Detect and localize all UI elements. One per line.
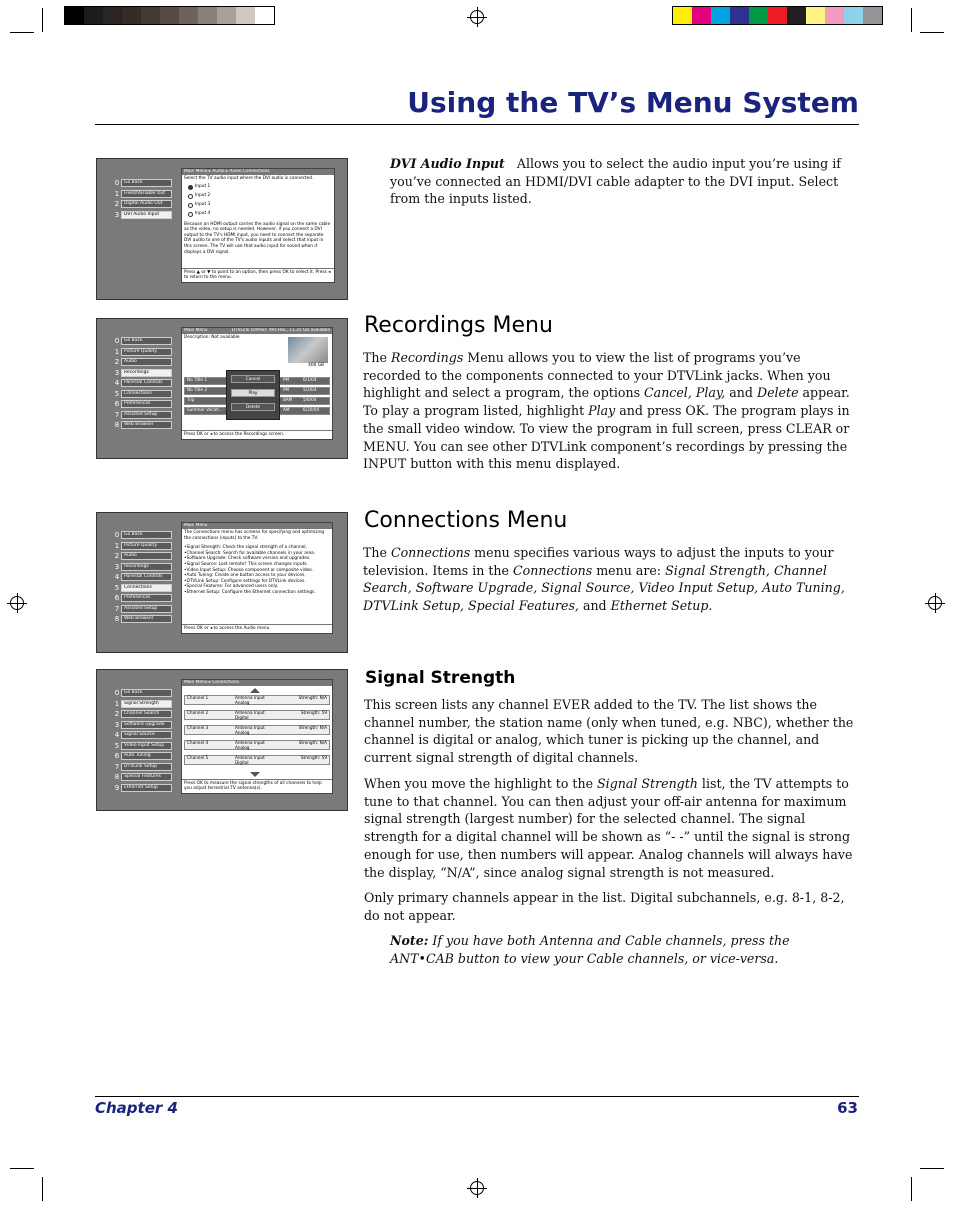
menu-item-number: 8	[114, 421, 120, 430]
menu-item-number: 5	[114, 741, 120, 750]
menu-item[interactable]	[113, 357, 172, 368]
menu-item-number: 7	[114, 604, 120, 613]
menu-item-number: 6	[114, 752, 120, 761]
list-item: •Signal Source: Lost remote? This screen changes inputs.	[184, 561, 308, 567]
menu-item-number: 1	[114, 699, 120, 708]
process-color-bar	[672, 6, 883, 25]
recording-time: AM	[283, 407, 290, 412]
menu-item-label: Parental Controls	[121, 379, 172, 387]
menu-item-label: Digital Audio Out	[121, 200, 172, 208]
recording-time: PM	[283, 377, 290, 382]
screen-menu	[113, 688, 172, 793]
channel-strength: Strength: N/A	[298, 695, 327, 700]
screen-menu	[113, 530, 172, 625]
chapter-label: Chapter 4	[95, 1099, 178, 1117]
menu-item[interactable]	[113, 399, 172, 410]
menu-item[interactable]	[113, 336, 172, 347]
menu-item-number: 1	[114, 347, 120, 356]
screen-options	[184, 182, 332, 222]
menu-item[interactable]	[113, 783, 172, 794]
radio-icon	[188, 203, 193, 208]
menu-item[interactable]	[113, 614, 172, 625]
channel-strength: Strength: N/A	[298, 725, 327, 730]
menu-item-label: Go Back	[121, 531, 172, 539]
radio-icon	[188, 212, 193, 217]
screen-breadcrumb: Main Menu ▸ Audio ▸ Audio Connections	[182, 169, 334, 175]
channel-strength: Strength: 59	[300, 755, 327, 760]
screenshot-audio-connections	[96, 158, 348, 300]
menu-item-number: 5	[114, 583, 120, 592]
menu-item-label: Recordings	[121, 369, 172, 377]
menu-item[interactable]	[113, 368, 172, 379]
registration-mark-icon	[470, 1181, 484, 1195]
menu-item-label: DVI Audio Input	[121, 211, 172, 219]
recording-name: Trip	[187, 397, 195, 402]
screen-help: Press OK to measure the signal strengths of all channels to help you adjust terrestrial TV antenna(s).	[182, 779, 332, 793]
signal-strength-heading: Signal Strength	[365, 668, 516, 688]
color-swatch	[198, 7, 217, 24]
menu-item-label: Assisted Setup	[121, 411, 172, 419]
screen-breadcrumb: Main Menu ▸ Connections	[182, 680, 332, 686]
recording-date: 6/20/04	[303, 407, 320, 412]
menu-item[interactable]	[113, 389, 172, 400]
color-swatch	[711, 7, 730, 24]
registration-mark-icon	[470, 10, 484, 24]
menu-item-label: Audio	[121, 358, 172, 366]
list-item: •Auto Tuning: Create one button access to your devices.	[184, 573, 306, 579]
menu-item[interactable]	[113, 604, 172, 615]
menu-item[interactable]	[113, 541, 172, 552]
menu-item[interactable]	[113, 420, 172, 431]
channel-type: Analog	[235, 729, 250, 735]
menu-item[interactable]	[113, 741, 172, 752]
menu-item-label: Picture Quality	[121, 348, 172, 356]
radio-label: Input 2	[195, 193, 211, 199]
screen-panel	[181, 168, 335, 283]
channel-source: Antenna Input	[235, 740, 265, 745]
recording-time: PM	[283, 387, 290, 392]
menu-item-number: 2	[114, 710, 120, 719]
screen-panel	[181, 679, 333, 794]
screen-description: Description: Not available	[184, 335, 240, 340]
channel-type: Digital	[235, 714, 249, 720]
menu-item-number: 9	[114, 783, 120, 792]
list-item: •Software Upgrade: Check software version and upgrades.	[184, 556, 311, 562]
crop-mark	[920, 1168, 944, 1169]
menu-item-number: 6	[114, 400, 120, 409]
menu-item-label: Fixed/Variable Out	[121, 190, 172, 198]
menu-item-label: Parental Controls	[121, 573, 172, 581]
menu-item-number: 8	[114, 615, 120, 624]
crop-mark	[42, 8, 43, 32]
menu-item[interactable]	[113, 688, 172, 699]
signal-paragraph-1: This screen lists any channel EVER added to the TV. The list shows the channel number, the station name (only when tuned, e.g. NBC), whether the channel is digital or analog, which tuner is picking up the channel, and current signal strength of digital channels.	[364, 697, 854, 766]
registration-mark-icon	[928, 596, 942, 610]
options-popup	[226, 370, 280, 420]
channel-number: Channel 1	[187, 695, 209, 700]
radio-option[interactable]	[188, 201, 332, 210]
menu-item-number: 7	[114, 410, 120, 419]
menu-item-label: Picture Quality	[121, 542, 172, 550]
recording-name: No Title 2	[187, 387, 207, 392]
menu-item-label: Auto Tuning	[121, 752, 172, 760]
menu-item-label: Software Upgrade	[121, 721, 172, 729]
recording-time: 8AM	[283, 397, 293, 402]
channel-number: Channel 3	[187, 725, 209, 730]
table-row[interactable]	[184, 725, 330, 735]
menu-item[interactable]	[113, 583, 172, 594]
menu-item-number: 6	[114, 594, 120, 603]
menu-item[interactable]	[113, 593, 172, 604]
connections-items	[184, 545, 330, 595]
menu-item[interactable]	[113, 530, 172, 541]
menu-item-number: 0	[114, 531, 120, 540]
menu-item[interactable]	[113, 699, 172, 710]
menu-item-number: 4	[114, 379, 120, 388]
menu-item-label: Special Features	[121, 773, 172, 781]
color-swatch	[103, 7, 122, 24]
video-window	[288, 337, 328, 363]
menu-item-label: Signal Strength	[121, 700, 172, 708]
color-swatch	[730, 7, 749, 24]
menu-item[interactable]	[113, 751, 172, 762]
scroll-down-icon[interactable]	[250, 772, 260, 777]
table-row[interactable]	[184, 740, 330, 750]
screen-capacity: 400 GB	[308, 363, 324, 368]
list-item: •Ethernet Setup: Configure the Ethernet connection settings.	[184, 589, 316, 595]
menu-item-number: 1	[114, 189, 120, 198]
note-text: If you have both Antenna and Cable channels, press the ANT•CAB button to view your Cable channels, or vice-versa.	[390, 933, 790, 966]
menu-item-number: 5	[114, 389, 120, 398]
color-swatch	[160, 7, 179, 24]
recording-date: 5/2/04	[303, 387, 317, 392]
menu-item[interactable]	[113, 189, 172, 200]
crop-mark	[911, 8, 912, 32]
menu-item[interactable]	[113, 178, 172, 189]
menu-item[interactable]	[113, 709, 172, 720]
screen-help: Press OK or ◂ to access the Recordings screen.	[182, 430, 332, 439]
color-swatch	[806, 7, 825, 24]
color-swatch	[673, 7, 692, 24]
list-item: •DTVLink Setup: Configure settings for DTVLink devices.	[184, 578, 306, 584]
page-number: 63	[837, 1099, 858, 1117]
crop-mark	[42, 1177, 43, 1201]
menu-item-number: 4	[114, 731, 120, 740]
screen-source: DTVLink (DVHS): AVCHSC, 11.25 GB available	[231, 328, 330, 333]
list-item: •Video Input Setup: Choose component or composite video.	[184, 567, 314, 573]
channel-strength: Strength: N/A	[298, 740, 327, 745]
menu-item-label: Channel Search	[121, 710, 172, 718]
menu-item[interactable]	[113, 199, 172, 210]
signal-paragraph-2: When you move the highlight to the Signal Strength list, the TV attempts to tune to that channel. You can then adjust your off-air antenna for maximum signal strength (largest number) for the selected channel. The signal strength for a digital channel will be shown as “- -” until the signal is strong enough for use, then numbers will appear. Analog channels will always have the display, “N/A”, since analog signal strength is not measured.	[364, 776, 853, 880]
note-label: Note:	[390, 933, 429, 948]
menu-item-label: Connections	[121, 584, 172, 592]
menu-item-label: Signal Source	[121, 731, 172, 739]
menu-item-number: 3	[114, 720, 120, 729]
screenshot-recordings	[96, 318, 348, 459]
channel-number: Channel 2	[187, 710, 209, 715]
menu-item[interactable]	[113, 720, 172, 731]
screenshot-signal-strength	[96, 669, 348, 811]
menu-item-label: Ethernet Setup	[121, 784, 172, 792]
menu-item[interactable]	[113, 210, 172, 221]
menu-item-label: Recordings	[121, 563, 172, 571]
menu-item-label: Go Back	[121, 689, 172, 697]
color-swatch	[122, 7, 141, 24]
screen-panel	[181, 327, 333, 440]
radio-option[interactable]	[188, 210, 332, 219]
menu-item-label: Web Browser	[121, 421, 172, 429]
menu-item[interactable]	[113, 347, 172, 358]
list-item: •Signal Strength: Check the signal strength of a channel.	[184, 545, 307, 551]
menu-item[interactable]	[113, 551, 172, 562]
color-swatch	[236, 7, 255, 24]
crop-mark	[10, 32, 34, 33]
channel-source: Antenna Input	[235, 725, 265, 730]
screen-intro: Select the TV audio input where the DVI audio is connected.	[184, 176, 314, 181]
recording-date: 6/1/04	[303, 377, 317, 382]
menu-item[interactable]	[113, 762, 172, 773]
menu-item-label: Web Browser	[121, 615, 172, 623]
channel-type: Digital	[235, 759, 249, 765]
menu-item-number: 3	[114, 368, 120, 377]
color-swatch	[844, 7, 863, 24]
connections-heading: Connections Menu	[364, 508, 568, 533]
color-swatch	[255, 7, 274, 24]
screen-menu	[113, 178, 172, 220]
header-rule	[95, 124, 859, 125]
dvi-audio-text: Allows you to select the audio input you’re using if you’ve connected an HDMI/DVI cable adapter to the DVI input. Select from the inputs listed.	[390, 156, 841, 207]
registration-mark-icon	[10, 596, 24, 610]
crop-mark	[920, 32, 944, 33]
menu-item[interactable]	[113, 572, 172, 583]
grayscale-color-bar	[64, 6, 275, 25]
radio-option[interactable]	[188, 192, 332, 201]
radio-icon	[188, 194, 193, 199]
menu-item-label: Video Input Setup	[121, 742, 172, 750]
channel-source: Antenna Input	[235, 755, 265, 760]
radio-icon	[188, 185, 193, 190]
menu-item-number: 8	[114, 773, 120, 782]
list-item: •Special Features: For advanced users only.	[184, 584, 278, 590]
menu-item-label: Connections	[121, 390, 172, 398]
screen-body: Because an HDMI output carries the audio signal on the same cable as the video, no setup is needed. However, if you connect a DVI output to the TV's HDMI input, you need to connect the separate DVI audio to one of the TV's audio inputs and select that input in this screen. The TV will use that audio input for sound when it displays a DVI signal.	[184, 221, 331, 255]
screen-help: Press ▲ or ▼ to point to an option, then press OK to select it. Press ◂ to return to the menu.	[182, 268, 334, 282]
menu-item-label: Preferences	[121, 400, 172, 408]
screenshot-connections	[96, 512, 348, 653]
connections-paragraph: The Connections menu specifies various ways to adjust the inputs to your television. Items in the Connections menu are: Signal Strength, Channel Search, Software Upgrade, Signal Source, Video Input Setup, Auto Tuning, DTVLink Setup, Special Features, and Ethernet Setup.	[363, 545, 845, 614]
menu-item-number: 2	[114, 358, 120, 367]
recording-name: Summer Vacati...	[187, 407, 223, 412]
menu-item-label: Go Back	[121, 179, 172, 187]
table-row[interactable]	[184, 695, 330, 705]
radio-label: Input 4	[195, 211, 211, 217]
channel-source: Antenna Input	[235, 695, 265, 700]
recordings-paragraph: The Recordings Menu allows you to view the list of programs you’ve recorded to the components connected to your DTVLink jacks. When you highlight and select a program, the options Cancel, Play, and Delete appear. To play a program listed, highlight Play and press OK. The program plays in the small video window. To view the program in full screen, press CLEAR or MENU. You can see other DTVLink component’s recordings by pressing the INPUT button with this menu displayed.	[363, 350, 850, 472]
popup-play-button[interactable]: Play	[231, 389, 275, 397]
table-row[interactable]	[184, 755, 330, 765]
color-swatch	[84, 7, 103, 24]
color-swatch	[825, 7, 844, 24]
color-swatch	[768, 7, 787, 24]
crop-mark	[911, 1177, 912, 1201]
menu-item-number: 4	[114, 573, 120, 582]
channel-strength: Strength: 59	[300, 710, 327, 715]
footer-rule	[95, 1096, 859, 1097]
list-item: •Channel Search: Search for available channels in your area.	[184, 550, 316, 556]
radio-label: Input 3	[195, 202, 211, 208]
screen-panel	[181, 522, 333, 634]
menu-item-label: Audio	[121, 552, 172, 560]
dvi-audio-label: DVI Audio Input	[390, 156, 505, 171]
menu-item-number: 0	[114, 689, 120, 698]
color-swatch	[141, 7, 160, 24]
screen-breadcrumb: Main Menu	[182, 523, 332, 529]
menu-item-number: 7	[114, 762, 120, 771]
menu-item[interactable]	[113, 562, 172, 573]
menu-item[interactable]	[113, 378, 172, 389]
recording-name: No Title 1	[187, 377, 207, 382]
color-swatch	[692, 7, 711, 24]
color-swatch	[787, 7, 806, 24]
recording-date: 5/6/04	[303, 397, 317, 402]
scroll-up-icon[interactable]	[250, 688, 260, 693]
popup-delete-button[interactable]: Delete	[231, 403, 275, 411]
page-title: Using the TV’s Menu System	[407, 86, 859, 119]
menu-item-number: 3	[114, 210, 120, 219]
menu-item-label: DTVLink Setup	[121, 763, 172, 771]
menu-item-number: 2	[114, 200, 120, 209]
table-row[interactable]	[184, 710, 330, 720]
color-swatch	[179, 7, 198, 24]
menu-item-number: 1	[114, 541, 120, 550]
menu-item-number: 3	[114, 562, 120, 571]
menu-item-number: 0	[114, 337, 120, 346]
color-swatch	[217, 7, 236, 24]
color-swatch	[65, 7, 84, 24]
menu-item[interactable]	[113, 730, 172, 741]
screen-menu	[113, 336, 172, 431]
menu-item-number: 2	[114, 552, 120, 561]
channel-number: Channel 4	[187, 740, 209, 745]
color-swatch	[749, 7, 768, 24]
menu-item[interactable]	[113, 772, 172, 783]
recordings-heading: Recordings Menu	[364, 313, 553, 338]
crop-mark	[10, 1168, 34, 1169]
menu-item-label: Preferences	[121, 594, 172, 602]
signal-paragraph-3: Only primary channels appear in the list. Digital subchannels, e.g. 8-1, 8-2, do not appear.	[364, 890, 845, 923]
screen-help: Press OK or ◂ to access the Audio menu.	[182, 624, 332, 633]
radio-option[interactable]	[188, 183, 332, 192]
channel-source: Antenna Input	[235, 710, 265, 715]
screen-breadcrumb: Main Menu	[184, 328, 208, 333]
note-paragraph	[390, 932, 790, 967]
dvi-audio-paragraph	[390, 155, 860, 208]
menu-item[interactable]	[113, 410, 172, 421]
color-swatch	[863, 7, 882, 24]
channel-type: Analog	[235, 699, 250, 705]
screen-intro: The Connections menu has screens for specifying and optimizing the connections (inputs) to the TV.	[184, 530, 325, 541]
popup-cancel-button[interactable]: Cancel	[231, 375, 275, 383]
channel-type: Analog	[235, 744, 250, 750]
menu-item-label: Go Back	[121, 337, 172, 345]
menu-item-number: 0	[114, 179, 120, 188]
radio-label: Input 1	[195, 184, 211, 190]
menu-item-label: Assisted Setup	[121, 605, 172, 613]
channel-number: Channel 5	[187, 755, 209, 760]
